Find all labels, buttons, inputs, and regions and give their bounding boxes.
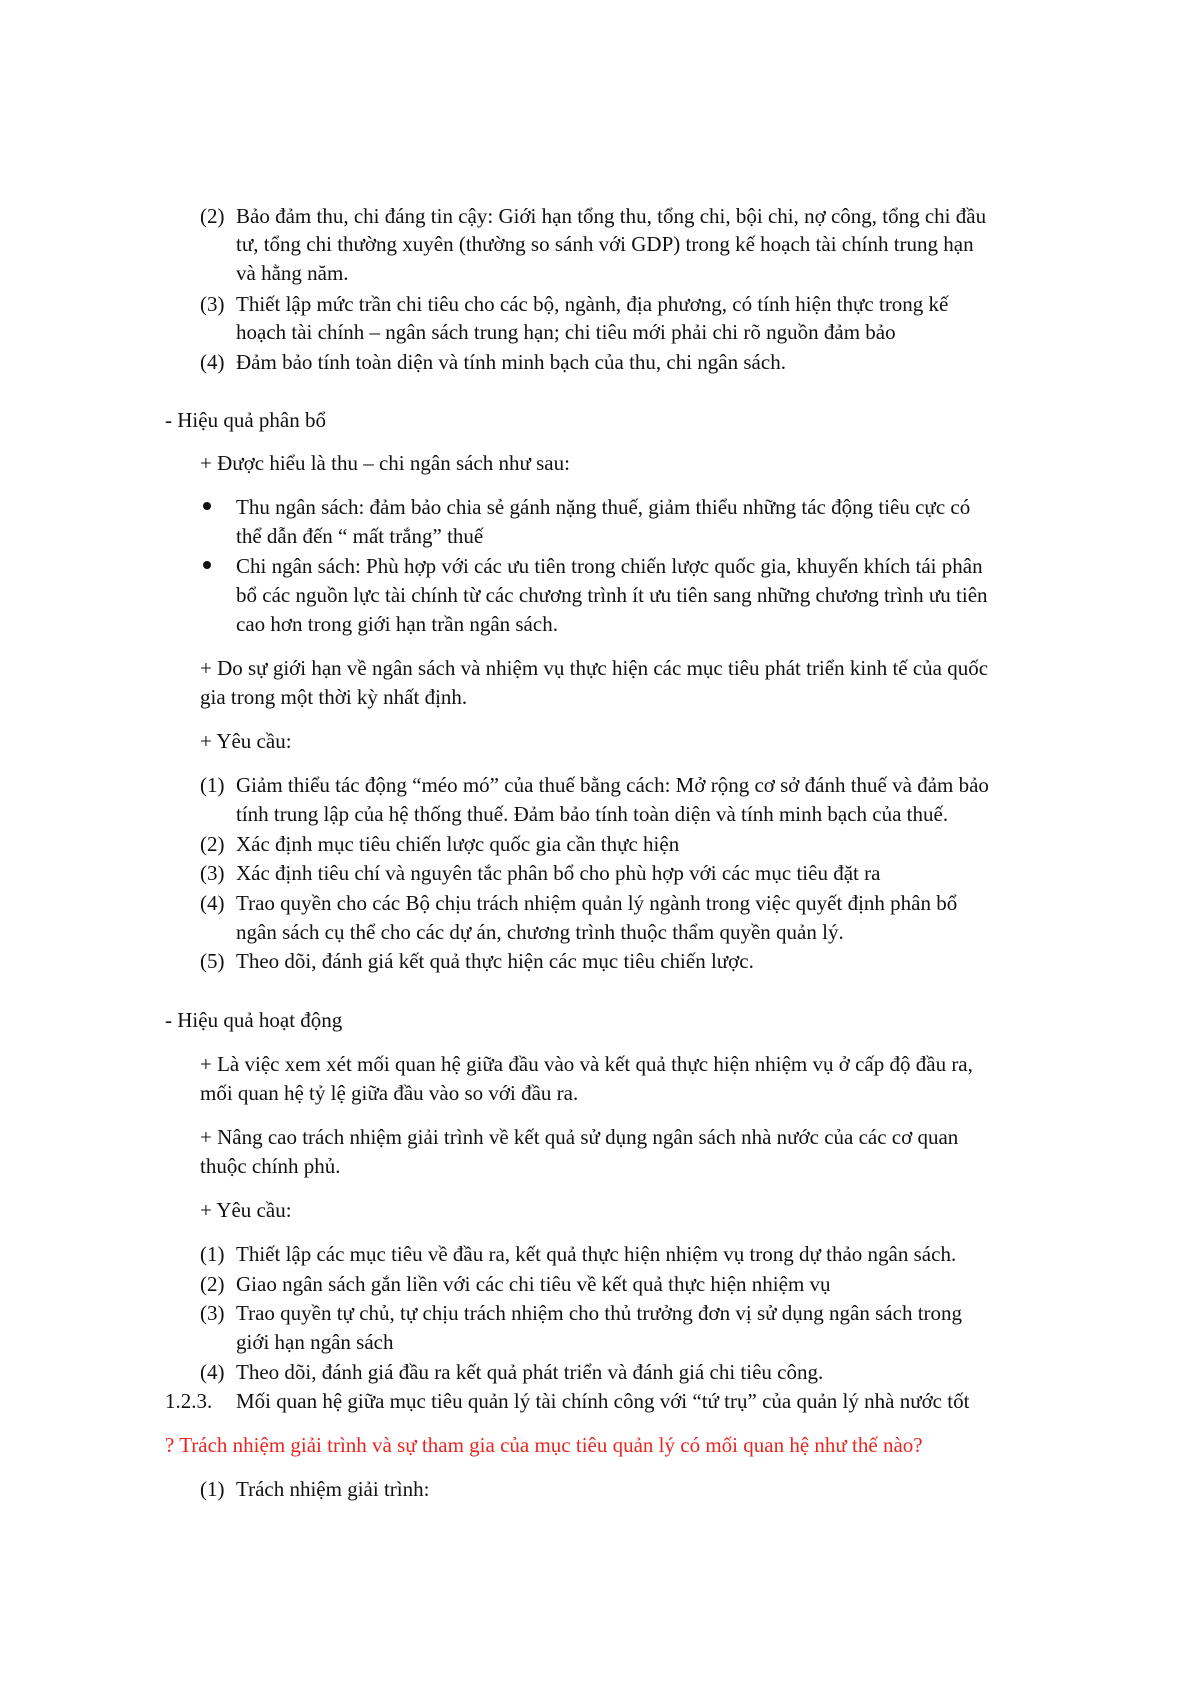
- list-item-number: (4): [200, 350, 225, 374]
- bullet-line: bổ các nguồn lực tài chính từ các chương trình ít ưu tiên sang những chương trình ưu tiên: [236, 583, 988, 607]
- bullet-icon: [203, 561, 211, 569]
- list-item-number: (3): [200, 1301, 225, 1325]
- list-item-line: ngân sách cụ thể cho các dự án, chương trình thuộc thẩm quyền quản lý.: [236, 920, 844, 944]
- paragraph-accountability: + Nâng cao trách nhiệm giải trình về kết quả sử dụng ngân sách nhà nước của các cơ quan: [200, 1125, 959, 1149]
- bullet-line: cao hơn trong giới hạn trần ngân sách.: [236, 612, 558, 636]
- list-item-line: Xác định tiêu chí và nguyên tắc phân bổ cho phù hợp với các mục tiêu đặt ra: [236, 861, 881, 885]
- list-item-number: (4): [200, 891, 225, 915]
- paragraph-limit: + Do sự giới hạn về ngân sách và nhiệm vụ thực hiện các mục tiêu phát triển kinh tế của quốc: [200, 656, 989, 680]
- bullet-line: Chi ngân sách: Phù hợp với các ưu tiên trong chiến lược quốc gia, khuyến khích tái phân: [236, 554, 983, 578]
- list-item-number: (5): [200, 949, 225, 973]
- list-item-number: (4): [200, 1360, 225, 1384]
- requirements-label: + Yêu cầu:: [200, 729, 292, 753]
- list-item-line: và hằng năm.: [236, 261, 349, 285]
- list-item-line: tính trung lập của hệ thống thuế. Đảm bảo tính toàn diện và tính minh bạch của thuế.: [236, 802, 949, 826]
- section-number: 1.2.3.: [165, 1389, 213, 1413]
- section-heading-allocative: - Hiệu quả phân bổ: [165, 408, 326, 432]
- bullet-icon: [203, 502, 211, 510]
- list-item-number: (2): [200, 832, 225, 856]
- list-item-line: Trách nhiệm giải trình:: [236, 1477, 430, 1501]
- list-item-number: (1): [200, 773, 225, 797]
- list-item-line: Thiết lập mức trần chi tiêu cho các bộ, ngành, địa phương, có tính hiện thực trong kế: [236, 292, 949, 316]
- list-item-line: giới hạn ngân sách: [236, 1330, 394, 1354]
- bullet-line: thể dẫn đến “ mất trắng” thuế: [236, 524, 484, 548]
- list-item-number: (3): [200, 861, 225, 885]
- list-item-number: (3): [200, 292, 225, 316]
- list-item-number: (1): [200, 1477, 225, 1501]
- paragraph-accountability: thuộc chính phủ.: [200, 1154, 341, 1178]
- list-item-number: (2): [200, 1272, 225, 1296]
- list-item-number: (2): [200, 204, 225, 228]
- list-item-line: Theo dõi, đánh giá kết quả thực hiện các mục tiêu chiến lược.: [236, 949, 754, 973]
- list-item-line: Đảm bảo tính toàn diện và tính minh bạch của thu, chi ngân sách.: [236, 350, 786, 374]
- section-heading-operational: - Hiệu quả hoạt động: [165, 1008, 343, 1032]
- list-item-line: Trao quyền tự chủ, tự chịu trách nhiệm cho thủ trưởng đơn vị sử dụng ngân sách trong: [236, 1301, 963, 1325]
- bullet-line: Thu ngân sách: đảm bảo chia sẻ gánh nặng thuế, giảm thiểu những tác động tiêu cực có: [236, 495, 971, 519]
- paragraph-understood: + Được hiểu là thu – chi ngân sách như sau:: [200, 451, 570, 475]
- list-item-line: Thiết lập các mục tiêu về đầu ra, kết quả thực hiện nhiệm vụ trong dự thảo ngân sách.: [236, 1242, 957, 1266]
- list-item-line: Theo dõi, đánh giá đầu ra kết quả phát triển và đánh giá chi tiêu công.: [236, 1360, 824, 1384]
- paragraph-limit: gia trong một thời kỳ nhất định.: [200, 685, 468, 709]
- list-item-line: hoạch tài chính – ngân sách trung hạn; chi tiêu mới phải chi rõ nguồn đảm bảo: [236, 320, 896, 344]
- list-item-line: Xác định mục tiêu chiến lược quốc gia cần thực hiện: [236, 832, 680, 856]
- paragraph-inputs-outputs: + Là việc xem xét mối quan hệ giữa đầu vào và kết quả thực hiện nhiệm vụ ở cấp độ đầu ra,: [200, 1052, 973, 1076]
- paragraph-inputs-outputs: mối quan hệ tỷ lệ giữa đầu vào so với đầu ra.: [200, 1081, 579, 1105]
- list-item-number: (1): [200, 1242, 225, 1266]
- section-title: Mối quan hệ giữa mục tiêu quản lý tài chính công với “tứ trụ” của quản lý nhà nước tốt: [236, 1389, 970, 1413]
- list-item-line: Trao quyền cho các Bộ chịu trách nhiệm quản lý ngành trong việc quyết định phân bổ: [236, 891, 958, 915]
- list-item-line: Bảo đảm thu, chi đáng tin cậy: Giới hạn tổng thu, tổng chi, bội chi, nợ công, tổng chi đầu: [236, 204, 987, 228]
- question-text: ? Trách nhiệm giải trình và sự tham gia của mục tiêu quản lý có mối quan hệ như thế nào?: [165, 1433, 923, 1457]
- requirements-label: + Yêu cầu:: [200, 1198, 292, 1222]
- list-item-line: tư, tổng chi thường xuyên (thường so sánh với GDP) trong kế hoạch tài chính trung hạn: [236, 232, 974, 256]
- list-item-line: Giảm thiểu tác động “méo mó” của thuế bằng cách: Mở rộng cơ sở đánh thuế và đảm bảo: [236, 773, 989, 797]
- list-item-line: Giao ngân sách gắn liền với các chi tiêu về kết quả thực hiện nhiệm vụ: [236, 1272, 831, 1296]
